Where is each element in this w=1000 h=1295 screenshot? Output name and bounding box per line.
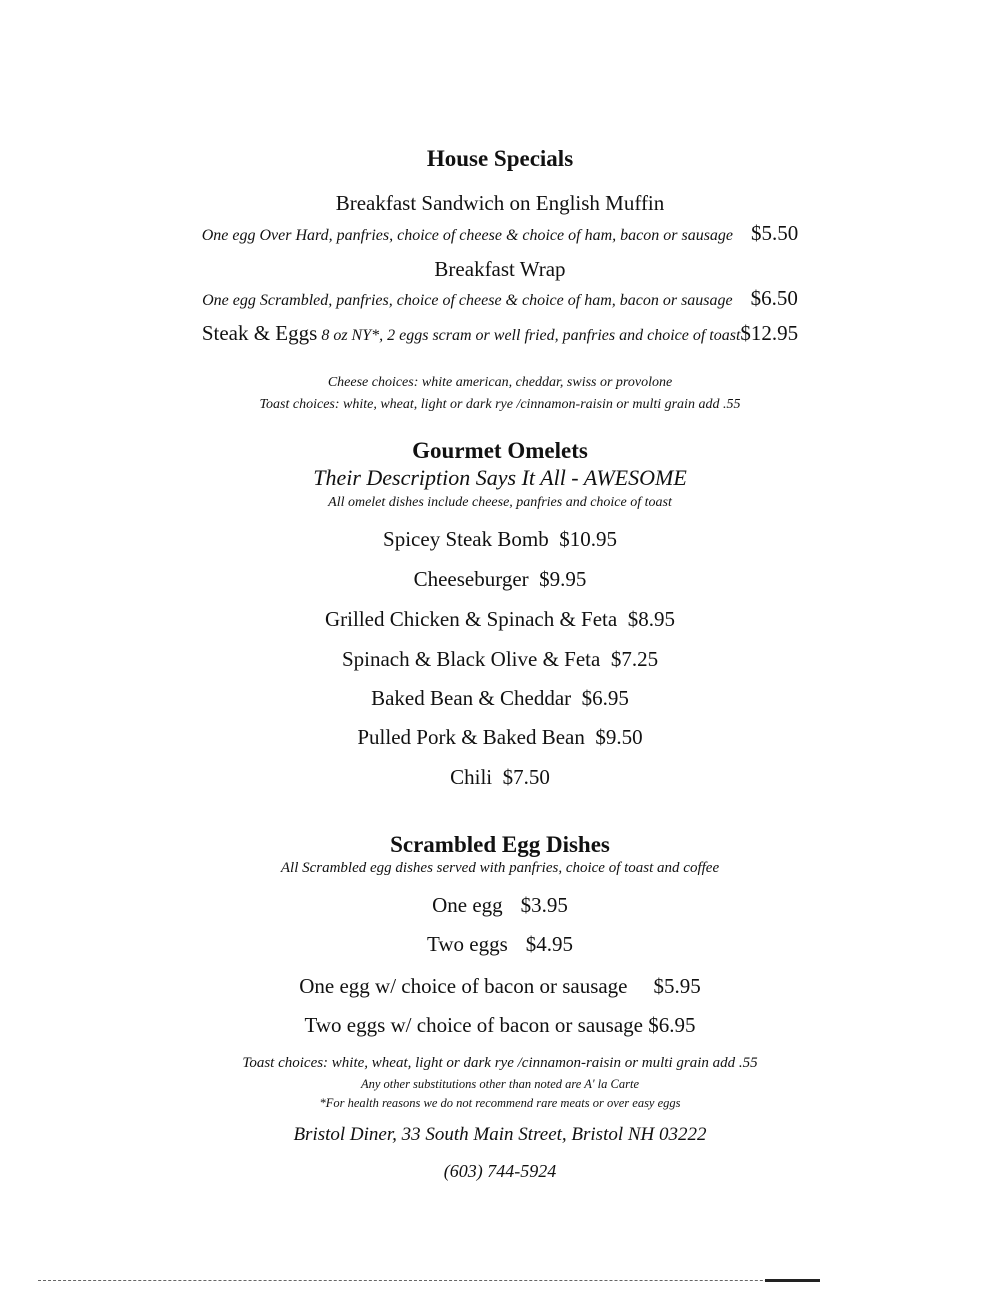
scrambled-name: Two eggs xyxy=(426,932,508,956)
health-note: *For health reasons we do not recommend rare meats or over easy eggs xyxy=(319,1096,681,1110)
omelet-price: $8.95 xyxy=(627,607,675,631)
address: Bristol Diner, 33 South Main Street, Bristol NH 03222 xyxy=(293,1124,707,1145)
omelet-price: $10.95 xyxy=(559,527,617,551)
omelet-name: Pulled Pork & Baked Bean xyxy=(357,725,585,749)
substitutions-note: Any other substitutions other than noted are A' la Carte xyxy=(360,1077,639,1091)
scrambled-item xyxy=(0,893,1000,918)
omelet-item xyxy=(0,686,1000,711)
steak-eggs-price: $12.95 xyxy=(740,321,799,345)
omelet-name: Baked Bean & Cheddar xyxy=(371,686,572,710)
breakfast-wrap-name: Breakfast Wrap xyxy=(434,257,566,281)
cheese-choices-note: Cheese choices: white american, cheddar, swiss or provolone xyxy=(327,375,673,390)
omelet-name: Cheeseburger xyxy=(413,567,529,591)
breakfast-wrap-price: $6.50 xyxy=(750,286,798,310)
omelet-name: Chili xyxy=(450,765,493,789)
scrambled-price: $4.95 xyxy=(525,932,574,956)
omelets-note: All omelet dishes include cheese, panfries and choice of toast xyxy=(328,495,672,510)
scrambled-heading: Scrambled Egg Dishes xyxy=(390,832,610,857)
omelets-heading: Gourmet Omelets xyxy=(412,438,588,463)
scrambled-item xyxy=(0,974,1000,999)
omelet-item xyxy=(0,647,1000,672)
scrambled-item xyxy=(0,932,1000,957)
breakfast-sandwich-price: $5.50 xyxy=(751,221,799,245)
breakfast-wrap-line xyxy=(0,286,1000,311)
omelet-price: $7.25 xyxy=(610,647,659,671)
omelet-price: $9.50 xyxy=(595,725,643,749)
breakfast-wrap-desc: One egg Scrambled, panfries, choice of cheese & choice of ham, bacon or sausage xyxy=(202,292,733,309)
footer-toast-note: Toast choices: white, wheat, light or dark rye /cinnamon-raisin or multi grain add .55 xyxy=(242,1055,758,1071)
steak-eggs-desc: 8 oz NY*, 2 eggs scram or well fried, panfries and choice of toast xyxy=(321,327,741,344)
scrambled-price: $3.95 xyxy=(520,893,568,917)
phone: (603) 744-5924 xyxy=(443,1161,557,1181)
omelet-name: Grilled Chicken & Spinach & Feta xyxy=(325,607,618,631)
breakfast-sandwich-desc: One egg Over Hard, panfries, choice of cheese & choice of ham, bacon or sausage xyxy=(201,227,734,244)
omelet-name: Spinach & Black Olive & Feta xyxy=(341,647,601,671)
toast-choices-note: Toast choices: white, wheat, light or dark rye /cinnamon-raisin or multi grain add .55 xyxy=(259,397,741,412)
omelet-price: $9.95 xyxy=(539,567,587,591)
omelet-price: $6.95 xyxy=(581,686,629,710)
omelets-tagline: Their Description Says It All - AWESOME xyxy=(313,465,687,490)
omelet-item xyxy=(0,567,1000,592)
house-specials-heading: House Specials xyxy=(426,146,574,171)
omelet-item xyxy=(0,725,1000,750)
scrambled-item xyxy=(0,1013,1000,1038)
bottom-rule xyxy=(38,1280,818,1281)
scrambled-price: $5.95 xyxy=(653,974,701,998)
scrambled-name: One egg xyxy=(432,893,503,917)
scrambled-name: Two eggs w/ choice of bacon or sausage xyxy=(304,1013,643,1037)
breakfast-sandwich-line xyxy=(0,221,1000,246)
steak-eggs-name: Steak & Eggs xyxy=(201,321,318,345)
scrambled-name: One egg w/ choice of bacon or sausage xyxy=(299,974,628,998)
omelet-item xyxy=(0,527,1000,552)
steak-eggs-line xyxy=(0,321,1000,346)
omelet-item xyxy=(0,607,1000,632)
scrambled-price: $6.95 xyxy=(648,1013,696,1037)
omelet-item xyxy=(0,765,1000,790)
breakfast-sandwich-name: Breakfast Sandwich on English Muffin xyxy=(335,191,665,215)
omelet-price: $7.50 xyxy=(502,765,550,789)
omelet-name: Spicey Steak Bomb xyxy=(383,527,549,551)
scrambled-note: All Scrambled egg dishes served with panfries, choice of toast and coffee xyxy=(280,860,720,876)
